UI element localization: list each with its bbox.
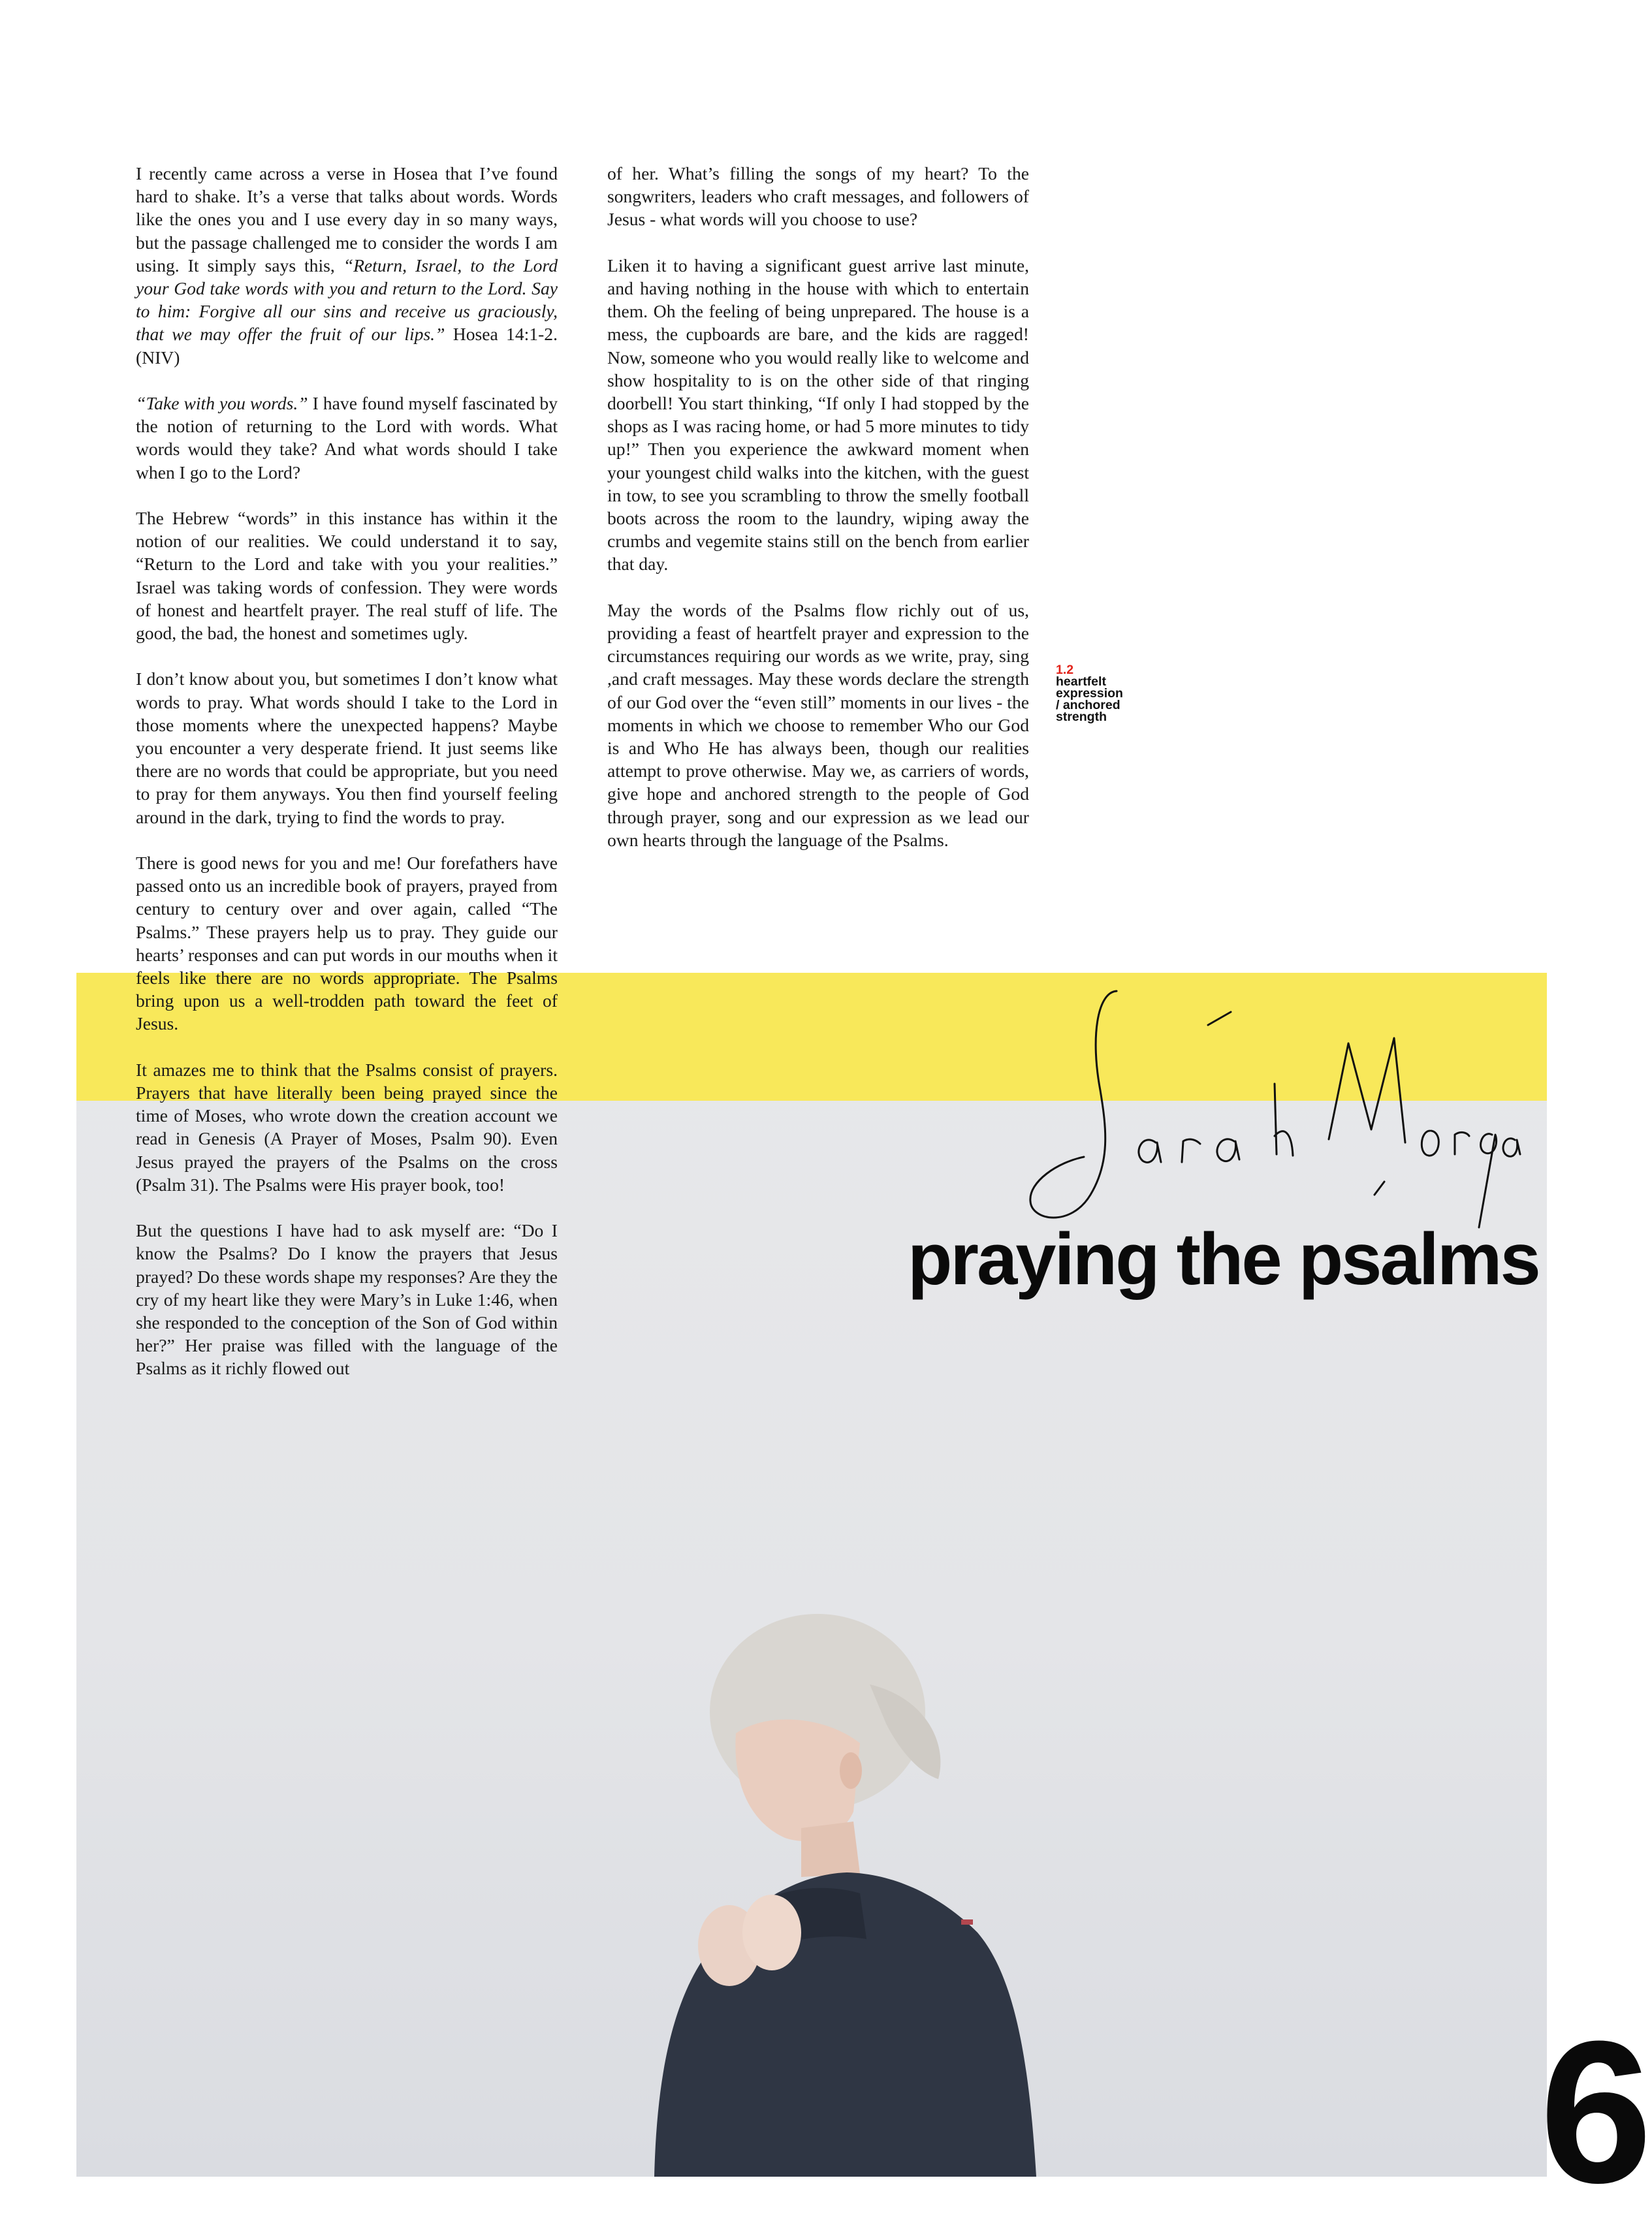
- pull-quote-line: expression: [1056, 686, 1123, 701]
- article-column-left: [136, 162, 558, 1403]
- article-paragraph: [607, 162, 1029, 231]
- paragraph-text: May the words of the Psalms flow richly out of us, providing a feast of heartfelt prayer and expression to the circumstances requiring our words as we write, pray, sing ,and craft messages. May these words declare the strength of our God over the “even still” moments in our lives - the moments in which we choose to remember Who our God is and Who He has always been, though our realities attempt to prove otherwise. May we, as carriers of words, give hope and anchored strength to the people of God through prayer, song and our expression as we lead our own hearts through the language of the Psalms.: [607, 599, 1029, 850]
- article-paragraph: [136, 392, 558, 484]
- paragraph-text: I have found myself fascinated by the notion of returning to the Lord with words. What words would they take? And what words should I take when I go to the Lord?: [136, 393, 558, 482]
- article-paragraph: [136, 851, 558, 1035]
- article-paragraph: [607, 254, 1029, 576]
- paragraph-text: I don’t know about you, but sometimes I don’t know what words to pray. What words should I take to the Lord in those moments where the unexpected happens? Maybe you encounter a very desperate friend. It just seems like there are no words that could be appropriate, but you need to pray for them anyways. You then find yourself feeling around in the dark, trying to find the words to pray.: [136, 669, 558, 827]
- paragraph-text: of her. What’s filling the songs of my heart? To the songwriters, leaders who craft messages, and followers of Jesus - what words will you choose to use?: [607, 163, 1029, 230]
- paragraph-text: The Hebrew “words” in this instance has within it the notion of our realities. We could understand it to say, “Return to the Lord and take with you your realities.” Israel was taking words of confession. They were words of honest and heartfelt prayer. The real stuff of life. The good, the bad, the honest and sometimes ugly.: [136, 508, 558, 644]
- article-paragraph: [136, 162, 558, 369]
- paragraph-text: But the questions I have had to ask myself are: “Do I know the Psalms? Do I know the prayers that Jesus prayed? Do these words shape my responses? Are they the cry of my heart like they were Mary’s in Luke 1:46, when she responded to the conception of the Son of God within her?” Her praise was filled with the language of the Psalms as it richly flowed out: [136, 1220, 558, 1379]
- article-paragraph: [136, 667, 558, 828]
- pull-quote-line: strength: [1056, 710, 1107, 724]
- pull-quote: [1056, 664, 1160, 723]
- page-title: praying the psalms: [908, 1218, 1539, 1300]
- scripture-quote: “Take with you words.”: [136, 393, 308, 414]
- paragraph-text: I recently came across a verse in Hosea that I’ve found hard to shake. It’s a verse that talks about words. Words like the ones you and I use every day in so many ways, but the passage challenged me to consider the words I am using. It simply says this,: [136, 163, 558, 276]
- author-signature: [1019, 986, 1528, 1247]
- pull-quote-number: 1.2: [1056, 663, 1074, 677]
- paragraph-text: It amazes me to think that the Psalms consist of prayers. Prayers that have literally been being prayed since the time of Moses, who wrote down the creation account we read in Genesis (A Prayer of Moses, Psalm 90). Even Jesus prayed the prayers of the Psalms on the cross (Psalm 31). The Psalms were His prayer book, too!: [136, 1059, 558, 1195]
- scripture-quote: “Return, Israel, to the Lord your God take words with you and return to the Lord. Say to him: Forgive all our sins and receive us graciously, that we may offer the fruit of our lips.”: [136, 255, 558, 345]
- paragraph-text: Liken it to having a significant guest arrive last minute, and having nothing in the house with which to entertain them. Oh the feeling of being unprepared. The house is a mess, the cupboards are bare, and the kids are ragged! Now, someone who you would really like to welcome and show hospitality to is on the other side of that ringing doorbell! You start thinking, “If only I had stopped by the shops as I was racing home, or had 5 more minutes to tidy up!” Then you experience the awkward moment when your youngest child walks into the kitchen, with the guest in tow, to see you scrambling to throw the smelly football boots across the room to the laundry, wiping away the crumbs and vegemite stains still on the bench from earlier that day.: [607, 255, 1029, 575]
- article-paragraph: [136, 1219, 558, 1380]
- article-column-right: [607, 162, 1029, 874]
- paragraph-text: There is good news for you and me! Our forefathers have passed onto us an incredible book of prayers, prayed from century to century over and over again, called “The Psalms.” These prayers help us to pray. They guide our hearts’ responses and can put words in our mouths when it feels like there are no words appropriate. The Psalms bring upon us a well-trodden path toward the feet of Jesus.: [136, 853, 558, 1034]
- article-paragraph: [136, 507, 558, 644]
- pull-quote-line: / anchored: [1056, 698, 1120, 712]
- paragraph-text: Hosea 14:1-2. (NIV): [136, 324, 558, 368]
- pull-quote-line: heartfelt: [1056, 674, 1106, 689]
- article-paragraph: [136, 1058, 558, 1196]
- page-number: 6: [1540, 1998, 1652, 2225]
- article-paragraph: [607, 599, 1029, 851]
